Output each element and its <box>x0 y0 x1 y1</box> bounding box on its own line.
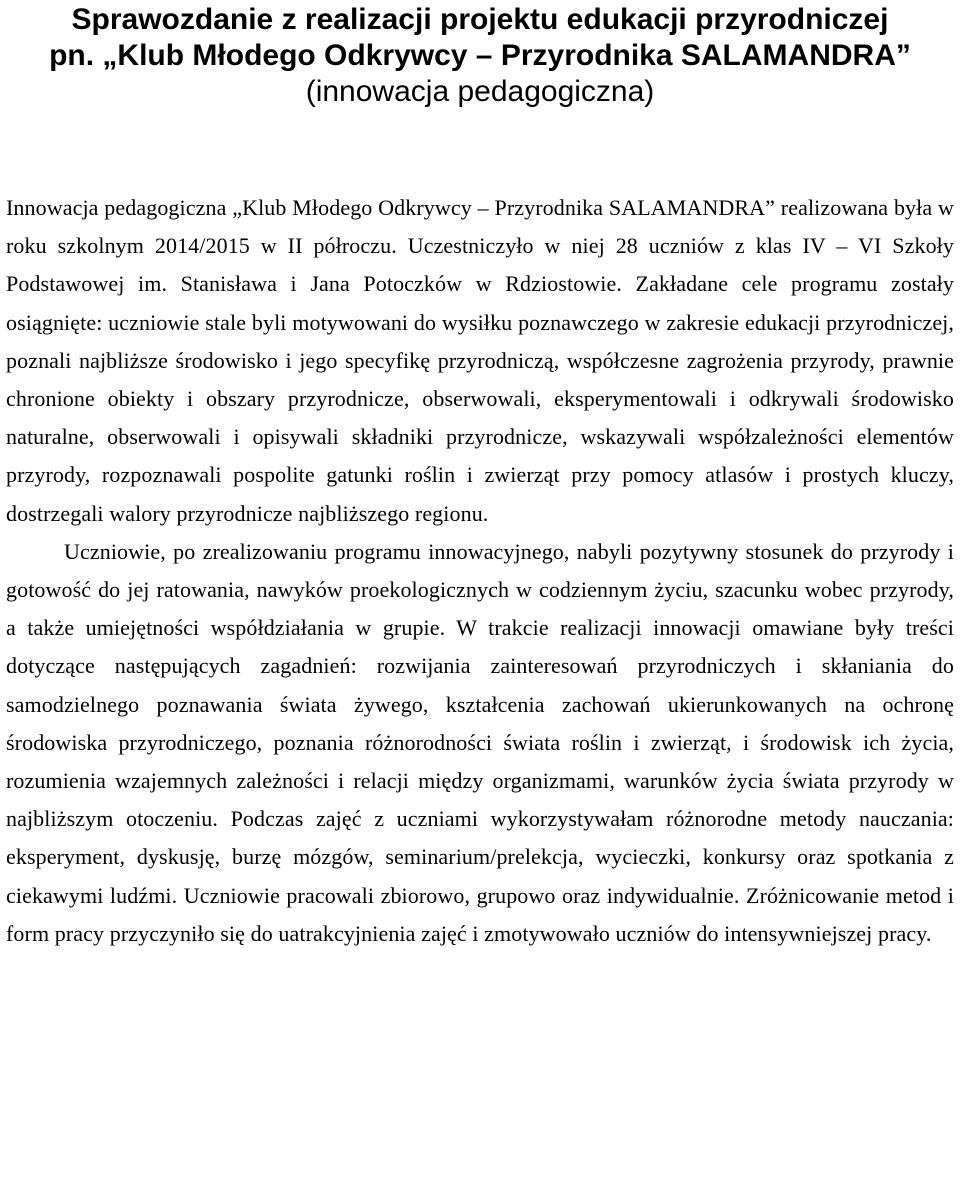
document-title <box>6 2 954 74</box>
paragraph-1: Innowacja pedagogiczna „Klub Młodego Odkrywcy – Przyrodnika SALAMANDRA” realizowana była w roku szkolnym 2014/2015 w II półroczu. Uczestniczyło w niej 28 uczniów z klas IV – VI Szkoły Podstawowej im. Stanisława i Jana Potoczków w Rdziostowie. Zakładane cele programu zostały osiągnięte: uczniowie stale byli motywowani do wysiłku poznawczego w zakresie edukacji przyrodniczej, poznali najbliższe środowisko i jego specyfikę przyrodniczą, współczesne zagrożenia przyrody, prawnie chronione obiekty i obszary przyrodnicze, obserwowali, eksperymentowali i odkrywali środowisko naturalne, obserwowali i opisywali składniki przyrodnicze, wskazywali współzależności elementów przyrody, rozpoznawali pospolite gatunki roślin i zwierząt przy pomocy atlasów i prostych kluczy, dostrzegali walory przyrodnicze najbliższego regionu. <box>6 195 954 526</box>
title-line-1: Sprawozdanie z realizacji projektu edukacji przyrodniczej <box>71 3 889 36</box>
paragraph-2: Uczniowie, po zrealizowaniu programu innowacyjnego, nabyli pozytywny stosunek do przyrody i gotowość do jej ratowania, nawyków proekologicznych w codziennym życiu, szacunku wobec przyrody, a także umiejętności współdziałania w grupie. W trakcie realizacji innowacji omawiane były treści dotyczące następujących zagadnień: rozwijania zainteresowań przyrodniczych i skłaniania do samodzielnego poznawania świata żywego, kształcenia zachowań ukierunkowanych na ochronę środowiska przyrodniczego, poznania różnorodności świata roślin i zwierząt, i środowisk ich życia, rozumienia wzajemnych zależności i relacji między organizmami, warunków życia świata przyrody w najbliższym otoczeniu. Podczas zajęć z uczniami wykorzystywałam różnorodne metody nauczania: eksperyment, dyskusję, burzę mózgów, seminarium/prelekcja, wycieczki, konkursy oraz spotkania z ciekawymi ludźmi. Uczniowie pracowali zbiorowo, grupowo oraz indywidualnie. Zróżnicowanie metod i form pracy przyczyniło się do uatrakcyjnienia zajęć i zmotywowało uczniów do intensywniejszej pracy. <box>6 538 954 946</box>
document-page <box>6 0 954 953</box>
document-subtitle: (innowacja pedagogiczna) <box>305 75 655 108</box>
title-line-2: pn. „Klub Młodego Odkrywcy – Przyrodnika SALAMANDRA” <box>49 39 911 72</box>
